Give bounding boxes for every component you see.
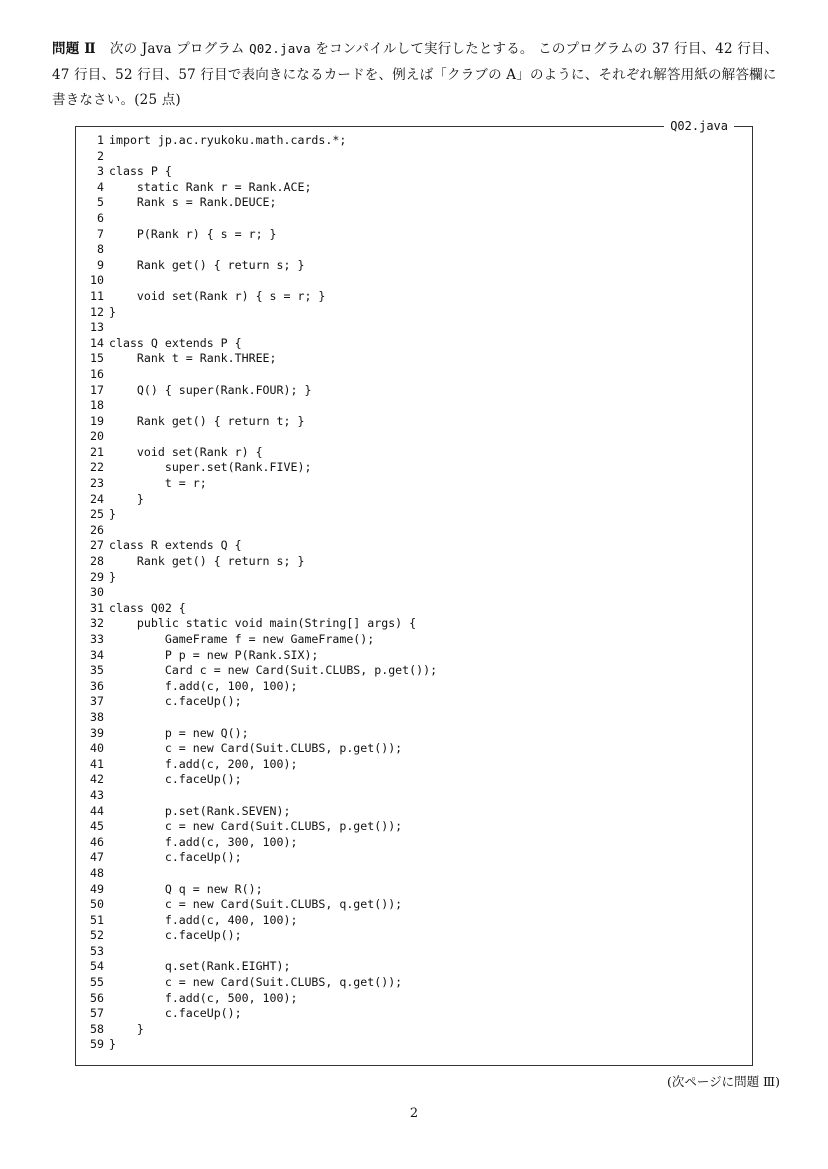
line-number: 11 — [90, 288, 104, 303]
line-number: 34 — [90, 647, 104, 662]
code-line — [86, 585, 437, 601]
line-number: 59 — [90, 1037, 104, 1052]
line-number: 25 — [90, 507, 104, 522]
line-code: } — [109, 507, 116, 522]
code-line — [86, 850, 437, 866]
line-number: 41 — [90, 756, 104, 771]
code-line — [86, 1037, 437, 1053]
code-line — [86, 149, 437, 165]
problem-statement — [52, 36, 792, 114]
line-number: 37 — [90, 694, 104, 709]
code-line — [86, 1006, 437, 1022]
code-line — [86, 554, 437, 570]
line-number: 7 — [97, 226, 104, 241]
line-number: 35 — [90, 663, 104, 678]
code-line — [86, 632, 437, 648]
line-code: c = new Card(Suit.CLUBS, q.get()); — [109, 975, 403, 990]
code-line — [86, 289, 437, 305]
line-code: Rank get() { return s; } — [109, 554, 305, 569]
line-code: c = new Card(Suit.CLUBS, p.get()); — [109, 819, 403, 834]
code-line — [86, 195, 437, 211]
line-code: Rank get() { return t; } — [109, 413, 305, 428]
code-line — [86, 258, 437, 274]
line-code: void set(Rank r) { s = r; } — [109, 288, 326, 303]
line-number: 50 — [90, 897, 104, 912]
line-code: f.add(c, 100, 100); — [109, 678, 298, 693]
line-code: p.set(Rank.SEVEN); — [109, 803, 291, 818]
continuation-note: (次ページに問題 Ⅲ) — [666, 1074, 780, 1089]
code-line — [86, 944, 437, 960]
line-code: Q q = new R(); — [109, 881, 263, 896]
line-number: 4 — [97, 179, 104, 194]
line-code: c.faceUp(); — [109, 928, 242, 943]
line-code: } — [109, 569, 116, 584]
line-number: 13 — [90, 320, 104, 335]
line-number: 21 — [90, 444, 104, 459]
listing-caption: Q02.java — [664, 118, 734, 134]
line-code: c = new Card(Suit.CLUBS, q.get()); — [109, 897, 403, 912]
line-number: 20 — [90, 429, 104, 444]
line-number: 44 — [90, 803, 104, 818]
code-line — [86, 788, 437, 804]
line-number: 2 — [97, 148, 104, 163]
line-number: 40 — [90, 741, 104, 756]
code-line — [86, 429, 437, 445]
line-number: 9 — [97, 257, 104, 272]
code-line — [86, 523, 437, 539]
line-number: 22 — [90, 460, 104, 475]
code-line — [86, 538, 437, 554]
line-number: 32 — [90, 616, 104, 631]
code-line — [86, 819, 437, 835]
line-number: 45 — [90, 819, 104, 834]
code-line — [86, 180, 437, 196]
problem-filename: Q02.java — [249, 41, 311, 56]
code-line — [86, 351, 437, 367]
line-number: 57 — [90, 1006, 104, 1021]
line-number: 33 — [90, 632, 104, 646]
line-code: public static void main(String[] args) { — [109, 616, 417, 631]
line-number: 24 — [90, 491, 104, 506]
problem-line-1 — [52, 36, 792, 63]
code-line — [86, 336, 437, 352]
line-code: f.add(c, 500, 100); — [109, 990, 298, 1005]
code-line — [86, 616, 437, 632]
line-number: 52 — [90, 928, 104, 943]
line-number: 16 — [90, 366, 104, 381]
line-code: c.faceUp(); — [109, 1006, 242, 1021]
code-line — [86, 726, 437, 742]
line-code: f.add(c, 200, 100); — [109, 756, 298, 771]
code-line — [86, 928, 437, 944]
line-number: 18 — [90, 398, 104, 413]
line-code: P p = new P(Rank.SIX); — [109, 647, 319, 662]
code-line — [86, 414, 437, 430]
line-number: 36 — [90, 678, 104, 693]
code-line — [86, 648, 437, 664]
code-line — [86, 1022, 437, 1038]
line-code: super.set(Rank.FIVE); — [109, 460, 312, 475]
line-number: 8 — [97, 242, 104, 257]
line-number: 48 — [90, 865, 104, 880]
code-line — [86, 741, 437, 757]
line-number: 23 — [90, 476, 104, 491]
problem-line-2: 47 行目、52 行目、57 行目で表向きになるカードを、例えば「クラブの A」のように、それぞれ解答用紙の解答欄に — [52, 66, 777, 83]
code-line — [86, 866, 437, 882]
code-line — [86, 242, 437, 258]
code-line — [86, 804, 437, 820]
code-line — [86, 663, 437, 679]
line-number: 28 — [90, 554, 104, 569]
code-line — [86, 757, 437, 773]
line-code: c.faceUp(); — [109, 694, 242, 709]
line-number: 56 — [90, 990, 104, 1005]
line-number: 49 — [90, 881, 104, 896]
line-code: class Q extends P { — [109, 335, 242, 350]
line-code: P(Rank r) { s = r; } — [109, 226, 277, 241]
line-code: class Q02 { — [109, 600, 186, 615]
code-line — [86, 305, 437, 321]
line-number: 47 — [90, 850, 104, 865]
line-code: } — [109, 304, 116, 319]
line-code: t = r; — [109, 476, 207, 491]
line-number: 53 — [90, 943, 104, 958]
code-line — [86, 398, 437, 414]
code-line — [86, 570, 437, 586]
code-line — [86, 492, 437, 508]
code-line — [86, 679, 437, 695]
code-line — [86, 164, 437, 180]
code-line — [86, 460, 437, 476]
line-code: class P { — [109, 164, 172, 179]
code-line — [86, 694, 437, 710]
line-number: 26 — [90, 522, 104, 537]
line-number: 42 — [90, 772, 104, 787]
code-line — [86, 897, 437, 913]
line-code: Rank get() { return s; } — [109, 257, 305, 272]
problem-text-line1-rest: をコンパイルして実行したとする。 このプログラムの 37 行目、42 行目、 — [310, 41, 779, 57]
line-code: Card c = new Card(Suit.CLUBS, p.get()); — [109, 663, 438, 678]
code-line — [86, 975, 437, 991]
code-line — [86, 367, 437, 383]
problem-text-intro: 次の Java プログラム — [109, 41, 250, 57]
line-number: 39 — [90, 725, 104, 740]
code-line — [86, 601, 437, 617]
line-number: 29 — [90, 569, 104, 584]
line-number: 51 — [90, 912, 104, 927]
line-number: 6 — [97, 210, 104, 225]
line-code: } — [109, 1021, 144, 1036]
code-line — [86, 882, 437, 898]
line-code: } — [109, 1037, 116, 1052]
line-number: 30 — [90, 585, 104, 600]
page-number: 2 — [409, 1106, 419, 1121]
line-code: GameFrame f = new GameFrame(); — [109, 632, 375, 646]
line-number: 17 — [90, 382, 104, 397]
code-line — [86, 320, 437, 336]
line-number: 1 — [97, 133, 104, 147]
code-line — [86, 383, 437, 399]
code-line — [86, 445, 437, 461]
line-number: 54 — [90, 959, 104, 974]
line-number: 15 — [90, 351, 104, 366]
line-number: 46 — [90, 834, 104, 849]
line-number: 10 — [90, 273, 104, 288]
code-line — [86, 507, 437, 523]
code-line — [86, 133, 437, 149]
line-code: f.add(c, 300, 100); — [109, 834, 298, 849]
line-code: c = new Card(Suit.CLUBS, p.get()); — [109, 741, 403, 756]
line-code: f.add(c, 400, 100); — [109, 912, 298, 927]
line-number: 58 — [90, 1021, 104, 1036]
line-code: q.set(Rank.EIGHT); — [109, 959, 291, 974]
line-code: void set(Rank r) { — [109, 444, 263, 459]
code-line — [86, 991, 437, 1007]
line-number: 55 — [90, 975, 104, 990]
problem-line-3: 書きなさい。(25 点) — [52, 92, 181, 108]
line-code: c.faceUp(); — [109, 772, 242, 787]
line-number: 5 — [97, 195, 104, 210]
code-line — [86, 772, 437, 788]
line-number: 43 — [90, 787, 104, 802]
line-number: 12 — [90, 304, 104, 319]
code-line — [86, 959, 437, 975]
code-line — [86, 211, 437, 227]
code-line — [86, 913, 437, 929]
line-number: 19 — [90, 413, 104, 428]
line-code: class R extends Q { — [109, 538, 242, 553]
code-listing — [75, 119, 753, 1066]
code-line — [86, 710, 437, 726]
line-number: 38 — [90, 709, 104, 724]
line-number: 31 — [90, 600, 104, 615]
line-code: Rank t = Rank.THREE; — [109, 351, 277, 366]
code-line — [86, 835, 437, 851]
code-line — [86, 227, 437, 243]
code-line — [86, 273, 437, 289]
line-code: Q() { super(Rank.FOUR); } — [109, 382, 312, 397]
line-number: 27 — [90, 538, 104, 553]
line-code: static Rank r = Rank.ACE; — [109, 179, 312, 194]
line-number: 14 — [90, 335, 104, 350]
line-code: Rank s = Rank.DEUCE; — [109, 195, 277, 210]
code-lines — [86, 133, 437, 1053]
line-number: 3 — [97, 164, 104, 179]
code-line — [86, 476, 437, 492]
line-code: c.faceUp(); — [109, 850, 242, 865]
line-code: } — [109, 491, 144, 506]
problem-label: 問題 Ⅱ — [52, 41, 96, 57]
line-code: p = new Q(); — [109, 725, 249, 740]
line-code: import jp.ac.ryukoku.math.cards.*; — [109, 133, 347, 147]
